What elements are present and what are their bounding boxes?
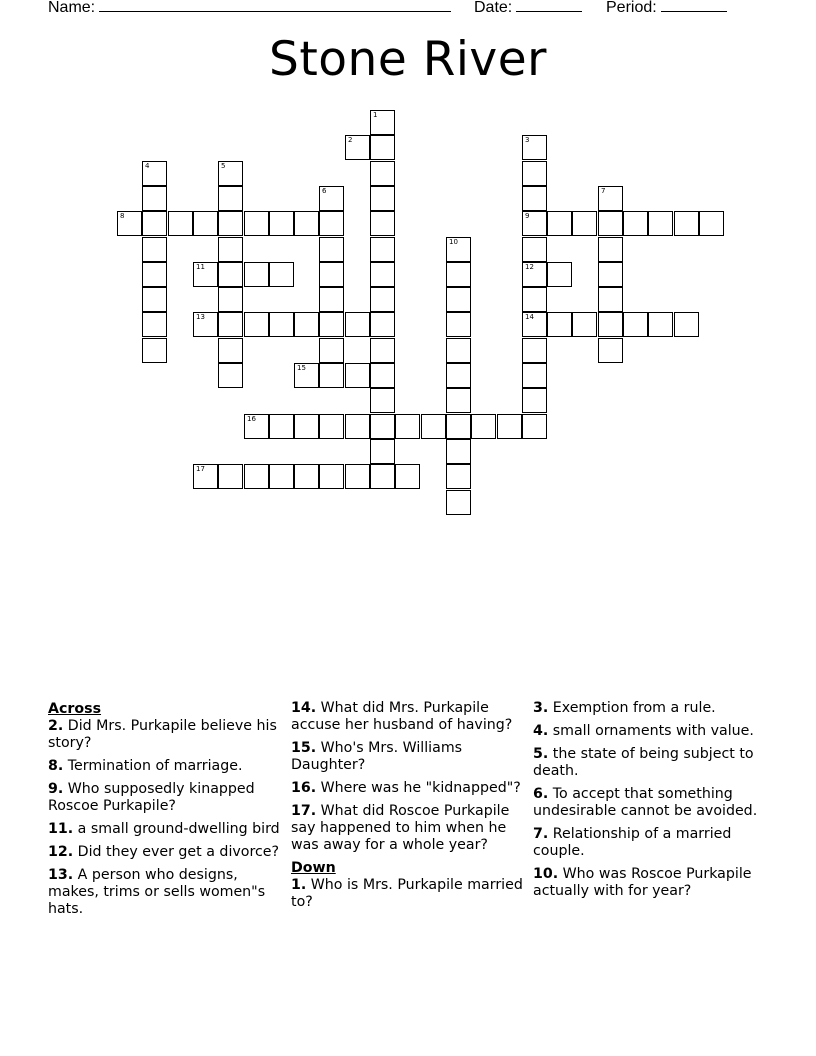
cell-number: 15: [297, 364, 306, 372]
grid-cell[interactable]: [522, 338, 547, 363]
clue-text: Where was he "kidnapped"?: [320, 780, 521, 796]
grid-cell[interactable]: [193, 464, 218, 489]
grid-cell[interactable]: [446, 363, 471, 388]
grid-cell[interactable]: [446, 338, 471, 363]
clue-text: Termination of marriage.: [67, 758, 243, 774]
grid-cell[interactable]: [522, 287, 547, 312]
date-blank[interactable]: [516, 0, 582, 12]
grid-cell[interactable]: [218, 211, 243, 236]
grid-cell[interactable]: [117, 211, 142, 236]
clue-down-3: [533, 700, 769, 717]
grid-cell[interactable]: [547, 262, 572, 287]
date-field[interactable]: [474, 0, 582, 17]
clue-across-2: [48, 718, 284, 752]
clue-number: 8.: [48, 758, 64, 774]
grid-cell[interactable]: [218, 262, 243, 287]
grid-cell[interactable]: [218, 186, 243, 211]
across-heading: Across: [48, 701, 102, 717]
grid-cell[interactable]: [370, 388, 395, 413]
clue-down-1: [291, 877, 527, 911]
clue-across-12: [48, 844, 284, 861]
grid-cell[interactable]: [648, 312, 673, 337]
name-field[interactable]: [48, 0, 451, 17]
clue-text: Who's Mrs. Williams Daughter?: [291, 740, 463, 773]
grid-cell[interactable]: [319, 287, 344, 312]
grid-cell[interactable]: [598, 237, 623, 262]
cell-number: 7: [601, 187, 606, 195]
grid-cell[interactable]: [395, 414, 420, 439]
cell-number: 2: [348, 136, 353, 144]
grid-cell[interactable]: [345, 312, 370, 337]
grid-cell[interactable]: [370, 439, 395, 464]
cell-number: 10: [449, 238, 458, 246]
clue-across-16: [291, 780, 527, 797]
grid-cell[interactable]: [421, 414, 446, 439]
worksheet-header: [48, 0, 788, 21]
clue-column-1: [48, 700, 284, 924]
cell-number: 8: [120, 212, 125, 220]
grid-cell[interactable]: [269, 414, 294, 439]
clue-text: Did Mrs. Purkapile believe his story?: [48, 718, 277, 751]
clue-down-4: [533, 723, 769, 740]
grid-cell[interactable]: [218, 363, 243, 388]
cell-number: 5: [221, 162, 226, 170]
clue-text: What did Roscoe Purkapile say happened to him when he was away for a whole year?: [291, 803, 510, 853]
grid-cell[interactable]: [370, 211, 395, 236]
grid-cell[interactable]: [244, 414, 269, 439]
period-label: Period:: [606, 0, 657, 16]
clue-text: a small ground-dwelling bird: [77, 821, 280, 837]
clue-across-11: [48, 821, 284, 838]
grid-cell[interactable]: [598, 312, 623, 337]
grid-cell[interactable]: [269, 464, 294, 489]
grid-cell[interactable]: [319, 338, 344, 363]
grid-cell[interactable]: [319, 186, 344, 211]
clue-down-7: [533, 826, 769, 860]
grid-cell[interactable]: [598, 186, 623, 211]
clue-column-2: [291, 700, 527, 917]
grid-cell[interactable]: [446, 388, 471, 413]
grid-cell[interactable]: [598, 262, 623, 287]
grid-cell[interactable]: [319, 464, 344, 489]
grid-cell[interactable]: [522, 388, 547, 413]
cell-number: 12: [525, 263, 534, 271]
grid-cell[interactable]: [370, 262, 395, 287]
grid-cell[interactable]: [446, 237, 471, 262]
grid-cell[interactable]: [674, 211, 699, 236]
grid-cell[interactable]: [547, 312, 572, 337]
cell-number: 17: [196, 465, 205, 473]
grid-cell[interactable]: [244, 464, 269, 489]
grid-cell[interactable]: [269, 262, 294, 287]
grid-cell[interactable]: [142, 237, 167, 262]
clue-text: Exemption from a rule.: [552, 700, 716, 716]
cell-number: 16: [247, 415, 256, 423]
grid-cell[interactable]: [370, 161, 395, 186]
grid-cell[interactable]: [497, 414, 522, 439]
clue-text: To accept that something undesirable cannot be avoided.: [533, 786, 758, 819]
grid-cell[interactable]: [446, 464, 471, 489]
grid-cell[interactable]: [142, 262, 167, 287]
grid-cell[interactable]: [345, 135, 370, 160]
grid-cell[interactable]: [294, 312, 319, 337]
grid-cell[interactable]: [142, 338, 167, 363]
grid-cell[interactable]: [345, 414, 370, 439]
clue-text: Who was Roscoe Purkapile actually with for year?: [533, 866, 752, 899]
grid-cell[interactable]: [370, 110, 395, 135]
grid-cell[interactable]: [218, 338, 243, 363]
grid-cell[interactable]: [446, 414, 471, 439]
clue-number: 5.: [533, 746, 549, 762]
grid-cell[interactable]: [142, 312, 167, 337]
grid-cell[interactable]: [674, 312, 699, 337]
grid-cell[interactable]: [598, 211, 623, 236]
clue-across-9: [48, 781, 284, 815]
cell-number: 11: [196, 263, 205, 271]
grid-cell[interactable]: [446, 262, 471, 287]
grid-cell[interactable]: [522, 262, 547, 287]
clue-number: 14.: [291, 700, 317, 716]
cell-number: 4: [145, 162, 150, 170]
grid-cell[interactable]: [522, 161, 547, 186]
grid-cell[interactable]: [319, 237, 344, 262]
clue-text: A person who designs, makes, trims or sells women"s hats.: [48, 867, 266, 917]
clue-number: 10.: [533, 866, 559, 882]
clue-number: 12.: [48, 844, 74, 860]
grid-cell[interactable]: [218, 237, 243, 262]
clue-across-8: [48, 758, 284, 775]
grid-cell[interactable]: [547, 211, 572, 236]
name-label: Name:: [48, 0, 96, 16]
clue-text: the state of being subject to death.: [533, 746, 754, 779]
grid-cell[interactable]: [370, 414, 395, 439]
grid-cell[interactable]: [471, 414, 496, 439]
grid-cell[interactable]: [370, 312, 395, 337]
clue-down-10: [533, 866, 769, 900]
clue-text: small ornaments with value.: [552, 723, 754, 739]
grid-cell[interactable]: [623, 211, 648, 236]
grid-cell[interactable]: [522, 237, 547, 262]
grid-cell[interactable]: [294, 211, 319, 236]
grid-cell[interactable]: [522, 363, 547, 388]
puzzle-title: Stone River: [269, 32, 547, 87]
grid-cell[interactable]: [598, 338, 623, 363]
grid-cell[interactable]: [168, 211, 193, 236]
period-field[interactable]: [606, 0, 727, 17]
clue-across-14: [291, 700, 527, 734]
date-label: Date:: [474, 0, 513, 16]
grid-cell[interactable]: [370, 363, 395, 388]
grid-cell[interactable]: [572, 211, 597, 236]
grid-cell[interactable]: [446, 439, 471, 464]
clue-text: Did they ever get a divorce?: [77, 844, 280, 860]
clue-across-13: [48, 867, 284, 918]
grid-cell[interactable]: [269, 312, 294, 337]
grid-cell[interactable]: [218, 161, 243, 186]
cell-number: 13: [196, 313, 205, 321]
grid-cell[interactable]: [319, 211, 344, 236]
grid-cell[interactable]: [142, 287, 167, 312]
grid-cell[interactable]: [294, 464, 319, 489]
down-heading: Down: [291, 860, 336, 876]
clue-number: 11.: [48, 821, 74, 837]
period-blank[interactable]: [661, 0, 727, 12]
grid-cell[interactable]: [522, 211, 547, 236]
grid-cell[interactable]: [345, 464, 370, 489]
grid-cell[interactable]: [269, 211, 294, 236]
grid-cell[interactable]: [598, 287, 623, 312]
grid-cell[interactable]: [193, 211, 218, 236]
clue-number: 16.: [291, 780, 317, 796]
cell-number: 3: [525, 136, 530, 144]
clue-down-5: [533, 746, 769, 780]
grid-cell[interactable]: [370, 338, 395, 363]
cell-number: 14: [525, 313, 534, 321]
clue-number: 15.: [291, 740, 317, 756]
clue-number: 6.: [533, 786, 549, 802]
clue-number: 1.: [291, 877, 307, 893]
grid-cell[interactable]: [395, 464, 420, 489]
grid-cell[interactable]: [193, 312, 218, 337]
grid-cell[interactable]: [370, 287, 395, 312]
grid-cell[interactable]: [446, 312, 471, 337]
grid-cell[interactable]: [522, 186, 547, 211]
clue-number: 3.: [533, 700, 549, 716]
grid-cell[interactable]: [244, 262, 269, 287]
clue-text: Relationship of a married couple.: [533, 826, 732, 859]
grid-cell[interactable]: [522, 414, 547, 439]
grid-cell[interactable]: [522, 312, 547, 337]
clue-column-3: [533, 700, 769, 906]
grid-cell[interactable]: [294, 363, 319, 388]
grid-cell[interactable]: [319, 414, 344, 439]
grid-cell[interactable]: [446, 490, 471, 515]
grid-cell[interactable]: [319, 262, 344, 287]
clue-number: 9.: [48, 781, 64, 797]
cell-number: 9: [525, 212, 530, 220]
clue-number: 4.: [533, 723, 549, 739]
clue-across-17: [291, 803, 527, 854]
clue-number: 17.: [291, 803, 317, 819]
name-blank[interactable]: [99, 0, 451, 12]
grid-cell[interactable]: [319, 312, 344, 337]
grid-cell[interactable]: [294, 414, 319, 439]
grid-cell[interactable]: [218, 312, 243, 337]
grid-cell[interactable]: [370, 186, 395, 211]
clue-number: 7.: [533, 826, 549, 842]
grid-cell[interactable]: [648, 211, 673, 236]
grid-cell[interactable]: [522, 135, 547, 160]
grid-cell[interactable]: [572, 312, 597, 337]
grid-cell[interactable]: [699, 211, 724, 236]
clue-text: What did Mrs. Purkapile accuse her husband of having?: [291, 700, 513, 733]
grid-cell[interactable]: [345, 363, 370, 388]
grid-cell[interactable]: [142, 161, 167, 186]
grid-cell[interactable]: [370, 237, 395, 262]
grid-cell[interactable]: [244, 211, 269, 236]
clue-down-6: [533, 786, 769, 820]
clue-number: 13.: [48, 867, 74, 883]
grid-cell[interactable]: [370, 135, 395, 160]
cell-number: 1: [373, 111, 378, 119]
grid-cell[interactable]: [446, 287, 471, 312]
grid-cell[interactable]: [193, 262, 218, 287]
grid-cell[interactable]: [142, 186, 167, 211]
grid-cell[interactable]: [142, 211, 167, 236]
grid-cell[interactable]: [218, 464, 243, 489]
cell-number: 6: [322, 187, 327, 195]
clue-across-15: [291, 740, 527, 774]
grid-cell[interactable]: [244, 312, 269, 337]
grid-cell[interactable]: [319, 363, 344, 388]
clue-text: Who supposedly kinapped Roscoe Purkapile?: [48, 781, 255, 814]
grid-cell[interactable]: [370, 464, 395, 489]
clue-number: 2.: [48, 718, 64, 734]
grid-cell[interactable]: [218, 287, 243, 312]
grid-cell[interactable]: [623, 312, 648, 337]
clue-text: Who is Mrs. Purkapile married to?: [291, 877, 523, 910]
